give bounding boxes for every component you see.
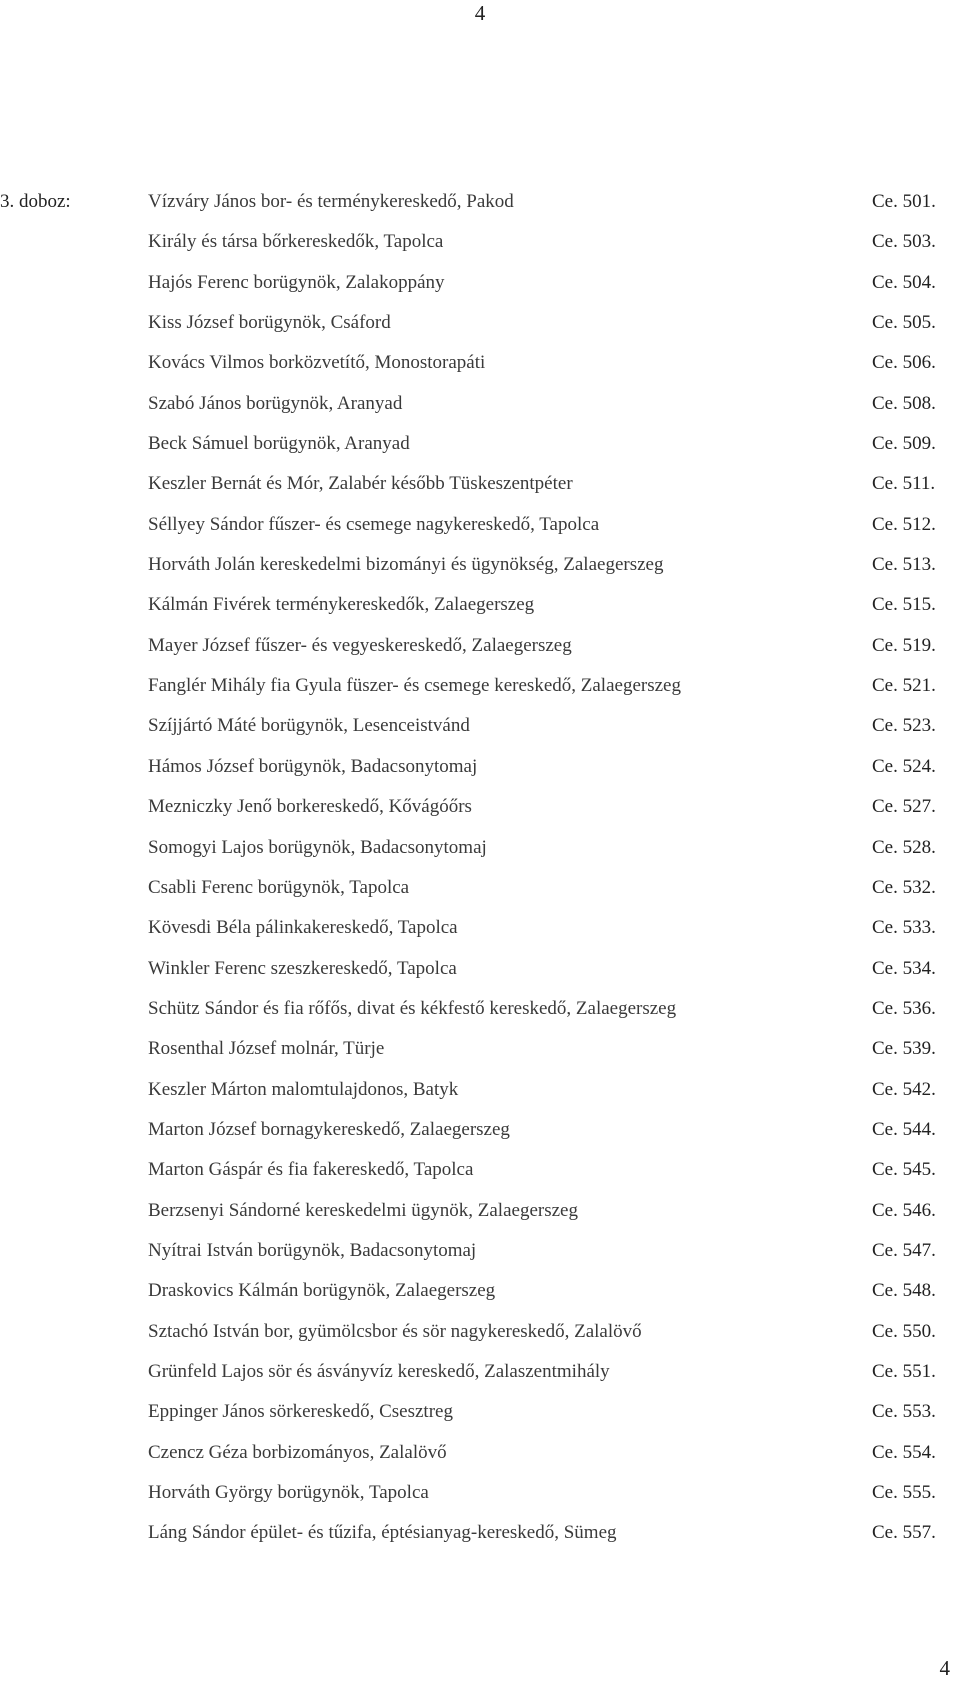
list-item bbox=[148, 634, 950, 674]
entry-name: Király és társa bőrkereskedők, Tapolca bbox=[148, 231, 444, 253]
list-item bbox=[148, 1078, 950, 1118]
entry-name: Láng Sándor épület- és tűzifa, éptésianyag-kereskedő, Sümeg bbox=[148, 1522, 617, 1544]
entry-name: Csabli Ferenc borügynök, Tapolca bbox=[148, 876, 410, 898]
entry-code: Ce. 504. bbox=[872, 271, 936, 293]
list-item bbox=[148, 1441, 950, 1481]
entry-name: Eppinger János sörkereskedő, Csesztreg bbox=[148, 1401, 453, 1423]
entry-name: Nyítrai István borügynök, Badacsonytomaj bbox=[148, 1239, 477, 1261]
list-item bbox=[148, 1199, 950, 1239]
entry-name: Keszler Márton malomtulajdonos, Batyk bbox=[148, 1078, 459, 1100]
entry-code: Ce. 534. bbox=[872, 957, 936, 979]
list-item bbox=[148, 553, 950, 593]
list-item bbox=[148, 271, 950, 311]
entry-code: Ce. 551. bbox=[872, 1360, 936, 1382]
entry-name: Mayer József fűszer- és vegyeskereskedő, Zalaegerszeg bbox=[148, 634, 572, 656]
entry-name: Kövesdi Béla pálinkakereskedő, Tapolca bbox=[148, 917, 458, 939]
entry-code: Ce. 553. bbox=[872, 1401, 936, 1423]
list-item bbox=[148, 432, 950, 472]
entry-code: Ce. 542. bbox=[872, 1078, 936, 1100]
entry-name: Kovács Vilmos borközvetítő, Monostorapáti bbox=[148, 352, 486, 374]
entry-code: Ce. 557. bbox=[872, 1522, 936, 1544]
entry-name: Winkler Ferenc szeszkereskedő, Tapolca bbox=[148, 957, 457, 979]
entry-code: Ce. 550. bbox=[872, 1320, 936, 1342]
list-item bbox=[148, 997, 950, 1037]
entry-code: Ce. 515. bbox=[872, 594, 936, 616]
entry-code: Ce. 548. bbox=[872, 1280, 936, 1302]
entry-name: Schütz Sándor és fia rőfős, divat és kékfestő kereskedő, Zalaegerszeg bbox=[148, 997, 677, 1019]
list-item bbox=[148, 190, 950, 230]
list-item bbox=[148, 311, 950, 351]
entry-name: Czencz Géza borbizományos, Zalalövő bbox=[148, 1441, 447, 1463]
list-item bbox=[148, 1239, 950, 1279]
entry-code: Ce. 509. bbox=[872, 433, 936, 455]
entry-code: Ce. 536. bbox=[872, 997, 936, 1019]
list-item bbox=[148, 472, 950, 512]
entry-name: Berzsenyi Sándorné kereskedelmi ügynök, Zalaegerszeg bbox=[148, 1199, 578, 1221]
list-item bbox=[148, 876, 950, 916]
entry-name: Kiss József borügynök, Csáford bbox=[148, 312, 391, 334]
list-item bbox=[148, 1037, 950, 1077]
entry-code: Ce. 511. bbox=[872, 473, 936, 495]
list-item bbox=[148, 836, 950, 876]
list-item bbox=[148, 1279, 950, 1319]
page-number-bottom: 4 bbox=[939, 1656, 950, 1680]
list-item bbox=[148, 1481, 950, 1521]
entry-code: Ce. 501. bbox=[872, 191, 936, 212]
list-item bbox=[148, 1158, 950, 1198]
entry-name: Horváth Jolán kereskedelmi bizományi és ügynökség, Zalaegerszeg bbox=[148, 554, 664, 576]
entry-code: Ce. 506. bbox=[872, 352, 936, 374]
entry-name: Rosenthal József molnár, Türje bbox=[148, 1038, 385, 1060]
list-item bbox=[148, 1360, 950, 1400]
entry-name: Vízváry János bor- és terménykereskedő, Pakod bbox=[148, 191, 514, 212]
entry-name: Marton József bornagykereskedő, Zalaegerszeg bbox=[148, 1118, 510, 1140]
entry-name: Keszler Bernát és Mór, Zalabér később Tüskeszentpéter bbox=[148, 473, 573, 495]
entry-code: Ce. 539. bbox=[872, 1038, 936, 1060]
entry-code: Ce. 554. bbox=[872, 1441, 936, 1463]
entry-name: Grünfeld Lajos sör és ásványvíz kereskedő, Zalaszentmihály bbox=[148, 1360, 610, 1382]
entry-code: Ce. 521. bbox=[872, 675, 936, 697]
entry-name: Beck Sámuel borügynök, Aranyad bbox=[148, 433, 410, 455]
entry-name: Draskovics Kálmán borügynök, Zalaegerszeg bbox=[148, 1280, 496, 1302]
page-number-top: 4 bbox=[474, 1, 486, 25]
entry-name: Szíjjártó Máté borügynök, Lesenceistvánd bbox=[148, 715, 470, 737]
entry-name: Hajós Ferenc borügynök, Zalakoppány bbox=[148, 271, 445, 293]
entry-code: Ce. 512. bbox=[872, 513, 936, 535]
entry-name: Séllyey Sándor fűszer- és csemege nagykereskedő, Tapolca bbox=[148, 513, 600, 535]
entry-code: Ce. 513. bbox=[872, 554, 936, 576]
list-item bbox=[148, 916, 950, 956]
entry-code: Ce. 523. bbox=[872, 715, 936, 737]
list-item bbox=[148, 674, 950, 714]
entry-name: Fanglér Mihály fia Gyula füszer- és csemege kereskedő, Zalaegerszeg bbox=[148, 675, 681, 697]
entry-name: Mezniczky Jenő borkereskedő, Kővágóőrs bbox=[148, 796, 472, 818]
entry-code: Ce. 545. bbox=[872, 1159, 936, 1181]
entry-name: Szabó János borügynök, Aranyad bbox=[148, 392, 403, 414]
entry-code: Ce. 524. bbox=[872, 755, 936, 777]
entry-code: Ce. 533. bbox=[872, 917, 936, 939]
entry-code: Ce. 527. bbox=[872, 796, 936, 818]
entry-code: Ce. 519. bbox=[872, 634, 936, 656]
entry-list bbox=[148, 190, 950, 1562]
list-item bbox=[148, 392, 950, 432]
list-item bbox=[148, 755, 950, 795]
entry-name: Marton Gáspár és fia fakereskedő, Tapolca bbox=[148, 1159, 474, 1181]
entry-name: Kálmán Fivérek terménykereskedők, Zalaegerszeg bbox=[148, 594, 535, 616]
list-item bbox=[148, 351, 950, 391]
entry-code: Ce. 528. bbox=[872, 836, 936, 858]
list-item bbox=[148, 795, 950, 835]
entry-name: Horváth György borügynök, Tapolca bbox=[148, 1482, 429, 1503]
list-item bbox=[148, 1521, 950, 1561]
entry-name: Hámos József borügynök, Badacsonytomaj bbox=[148, 755, 478, 777]
entry-code: Ce. 544. bbox=[872, 1118, 936, 1140]
entry-code: Ce. 505. bbox=[872, 312, 936, 334]
entry-code: Ce. 503. bbox=[872, 231, 936, 253]
entry-code: Ce. 547. bbox=[872, 1239, 936, 1261]
list-item bbox=[148, 593, 950, 633]
list-item bbox=[148, 513, 950, 553]
list-item bbox=[148, 1400, 950, 1440]
list-item bbox=[148, 1118, 950, 1158]
list-item bbox=[148, 230, 950, 270]
list-item bbox=[148, 1320, 950, 1360]
entry-name: Sztachó István bor, gyümölcsbor és sör nagykereskedő, Zalalövő bbox=[148, 1320, 642, 1342]
entry-code: Ce. 546. bbox=[872, 1199, 936, 1221]
entry-code: Ce. 508. bbox=[872, 392, 936, 414]
list-item bbox=[148, 957, 950, 997]
box-label: 3. doboz: bbox=[0, 191, 71, 212]
list-item bbox=[148, 714, 950, 754]
entry-code: Ce. 532. bbox=[872, 876, 936, 898]
entry-code: Ce. 555. bbox=[872, 1482, 936, 1503]
entry-name: Somogyi Lajos borügynök, Badacsonytomaj bbox=[148, 836, 487, 858]
